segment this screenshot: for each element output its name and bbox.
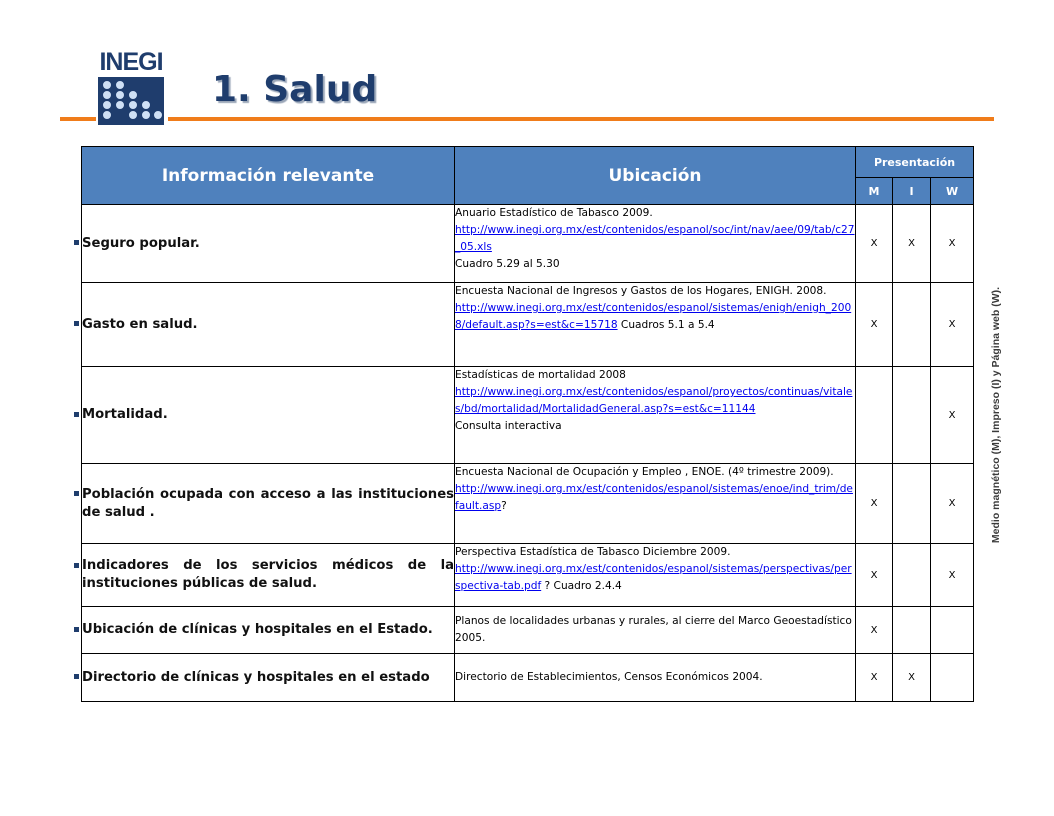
location-text: Planos de localidades urbanas y rurales, al cierre del Marco Geoestadístico 2005. <box>455 615 852 644</box>
source-link[interactable]: http://www.inegi.org.mx/est/contenidos/espanol/proyectos/continuas/vitales/bd/mortalidad/MortalidadGeneral.asp?s=est&c=11144 <box>455 386 853 415</box>
location-note: ? <box>501 500 507 512</box>
table-row <box>82 607 974 654</box>
bullet-icon <box>74 491 79 496</box>
source-link[interactable]: http://www.inegi.org.mx/est/contenidos/espanol/sistemas/enoe/ind_trim/default.asp <box>455 483 853 512</box>
side-note-container <box>990 260 1002 570</box>
header-presentation: Presentación <box>856 147 974 178</box>
bullet-icon <box>74 563 79 568</box>
mark-w: X <box>931 367 974 464</box>
table-row <box>82 654 974 702</box>
mark-i <box>893 283 931 367</box>
location-cell <box>455 283 856 367</box>
topic-cell <box>82 205 455 283</box>
table-row <box>82 205 974 283</box>
info-table <box>81 146 974 702</box>
header-info: Información relevante <box>82 147 455 205</box>
topic-text: Indicadores de los servicios médicos de la instituciones públicas de salud. <box>82 558 454 591</box>
location-cell <box>455 464 856 544</box>
location-note: Cuadros 5.1 a 5.4 <box>617 319 715 331</box>
title-underline <box>168 117 994 121</box>
topic-text: Seguro popular. <box>82 235 200 251</box>
location-text: Estadísticas de mortalidad 2008 <box>455 369 626 381</box>
mark-w: X <box>931 544 974 607</box>
topic-cell <box>82 283 455 367</box>
bullet-icon <box>74 627 79 632</box>
location-note: ? Cuadro 2.4.4 <box>541 580 622 592</box>
mark-m <box>856 367 893 464</box>
bullet-icon <box>74 674 79 679</box>
source-link[interactable]: http://www.inegi.org.mx/est/contenidos/espanol/sistemas/enigh/enigh_2008/default.asp?s=est&c=15718 <box>455 302 852 331</box>
location-text: Anuario Estadístico de Tabasco 2009. <box>455 207 653 219</box>
logo-text: INEGI <box>99 48 163 76</box>
header-location: Ubicación <box>455 147 856 205</box>
mark-m: X <box>856 283 893 367</box>
mark-w: X <box>931 205 974 283</box>
mark-m: X <box>856 607 893 654</box>
mark-w <box>931 654 974 702</box>
header-m: M <box>856 178 893 205</box>
location-cell <box>455 544 856 607</box>
topic-cell <box>82 654 455 702</box>
mark-m: X <box>856 544 893 607</box>
location-text: Directorio de Establecimientos, Censos Económicos 2004. <box>455 671 763 683</box>
source-link[interactable]: http://www.inegi.org.mx/est/contenidos/espanol/soc/int/nav/aee/09/tab/c27_05.xls <box>455 224 855 253</box>
location-cell <box>455 607 856 654</box>
page-title: 1. Salud <box>212 69 378 110</box>
topic-text: Mortalidad. <box>82 407 168 422</box>
source-link[interactable]: http://www.inegi.org.mx/est/contenidos/espanol/sistemas/perspectivas/perspectiva-tab.pdf <box>455 563 852 592</box>
topic-cell <box>82 607 455 654</box>
bullet-icon <box>74 240 79 245</box>
bullet-icon <box>74 412 79 417</box>
location-cell <box>455 205 856 283</box>
mark-i: X <box>893 654 931 702</box>
location-text: Encuesta Nacional de Ingresos y Gastos de los Hogares, ENIGH. 2008. <box>455 285 827 297</box>
mark-i <box>893 544 931 607</box>
bullet-icon <box>74 321 79 326</box>
location-text: Perspectiva Estadística de Tabasco Diciembre 2009. <box>455 546 731 558</box>
header-i: I <box>893 178 931 205</box>
abacus-icon <box>98 77 164 125</box>
topic-text: Población ocupada con acceso a las instituciones de salud . <box>82 486 454 520</box>
mark-m: X <box>856 654 893 702</box>
table-row <box>82 367 974 464</box>
mark-i <box>893 367 931 464</box>
topic-cell <box>82 464 455 544</box>
mark-i <box>893 607 931 654</box>
mark-w: X <box>931 464 974 544</box>
table-row <box>82 283 974 367</box>
topic-cell <box>82 544 455 607</box>
mark-m: X <box>856 205 893 283</box>
topic-text: Gasto en salud. <box>82 316 198 332</box>
mark-m: X <box>856 464 893 544</box>
location-cell <box>455 367 856 464</box>
topic-text: Ubicación de clínicas y hospitales en el Estado. <box>82 622 433 637</box>
topic-text: Directorio de clínicas y hospitales en el estado <box>82 669 430 685</box>
mark-i <box>893 464 931 544</box>
mark-i: X <box>893 205 931 283</box>
inegi-logo <box>94 50 168 126</box>
location-note: Cuadro 5.29 al 5.30 <box>455 258 560 270</box>
mark-w <box>931 607 974 654</box>
table-row <box>82 544 974 607</box>
title-underline-left <box>60 117 96 121</box>
location-note: Consulta interactiva <box>455 420 562 432</box>
mark-w: X <box>931 283 974 367</box>
location-cell <box>455 654 856 702</box>
table-row <box>82 464 974 544</box>
topic-cell <box>82 367 455 464</box>
location-text: Encuesta Nacional de Ocupación y Empleo , ENOE. (4º trimestre 2009). <box>455 466 834 478</box>
header-w: W <box>931 178 974 205</box>
media-legend: Medio magnético (M), Impreso (I) y Página web (W). <box>990 286 1002 544</box>
